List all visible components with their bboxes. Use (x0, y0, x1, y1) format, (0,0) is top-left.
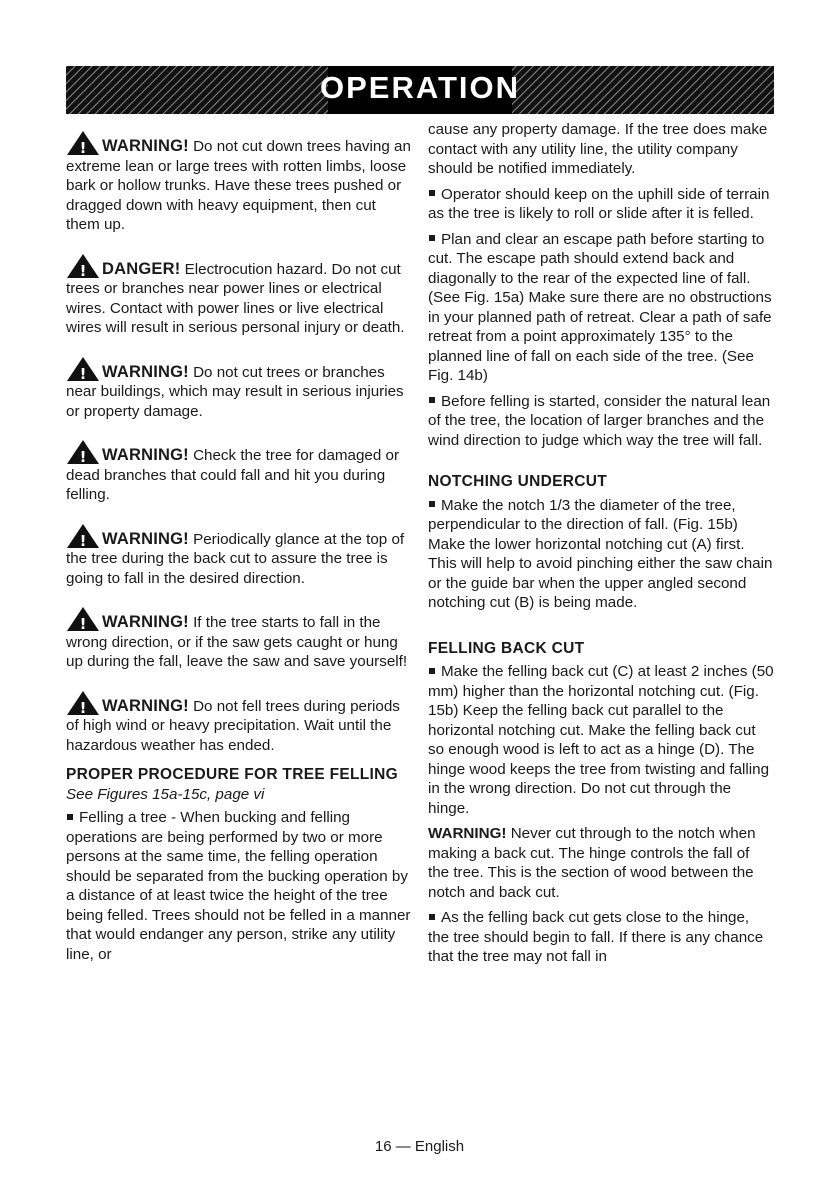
warning-block (66, 130, 411, 235)
svg-text:!: ! (79, 139, 87, 156)
warning-block (66, 439, 411, 505)
warning-block (66, 523, 411, 589)
bullet-text: Before felling is started, consider the natural lean of the tree, the location of larger branches and the wind direction to judge which way the tree will fall. (428, 392, 771, 449)
warning-text: Do not cut down trees having an extreme lean or large trees with rotten limbs, loose bark or hollow trunks. Have these trees pushed or dragged down with heavy equipment, then cut them up. (66, 138, 411, 233)
warning-label: WARNING! (428, 825, 507, 842)
svg-text:!: ! (79, 261, 87, 279)
section-heading-notching: NOTCHING UNDERCUT (428, 473, 608, 490)
warning-triangle-icon (66, 606, 100, 632)
left-column (66, 120, 411, 973)
bullet-text: Plan and clear an escape path before starting to cut. The escape path should extend back and diagonally to the rear of the expected line of fall. (See Fig. 15a) Make sure there are no obstructions in your planned path of retreat. Clear a path of safe retreat from a point approximately 135° to the planned line of fall on each side of the tree. (See Fig. 14b) (428, 230, 772, 384)
page-footer: 16 — English (374, 1138, 465, 1155)
bullet-item (428, 392, 774, 451)
bullet-item (428, 230, 774, 386)
warning-label: WARNING! (102, 613, 189, 631)
svg-text:!: ! (79, 364, 87, 382)
warning-triangle-icon (66, 523, 100, 549)
warning-triangle-icon (66, 690, 100, 716)
bullet-text: As the felling back cut gets close to the hinge, the tree should begin to fall. If there is any chance that the tree may not fall in (428, 909, 764, 965)
warning-triangle-icon (66, 253, 100, 279)
bullet-item (428, 496, 774, 613)
warning-block (66, 606, 411, 672)
bullet-icon (429, 397, 435, 403)
figure-reference: See Figures 15a-15c, page vi (66, 785, 265, 803)
bullet-item (428, 662, 774, 818)
warning-label: WARNING! (102, 696, 189, 715)
bullet-icon (429, 190, 435, 196)
svg-text:!: ! (79, 698, 87, 716)
danger-text: Electrocution hazard. Do not cut trees or branches near power lines or electrical wires. Contact with power lines or live electrical wires will result in serious personal injury or death. (66, 260, 405, 336)
svg-text:!: ! (79, 448, 87, 465)
bullet-icon (429, 235, 435, 241)
svg-text:!: ! (79, 531, 87, 549)
right-column (428, 120, 774, 976)
warning-triangle-icon (66, 356, 100, 382)
bullet-icon (429, 501, 435, 507)
danger-block (66, 253, 411, 338)
bullet-text: Felling a tree - When bucking and felling operations are being performed by two or more persons at the same time, the felling operation should be separated from the bucking operation by a distance of at least twice the height of the tree being felled. Trees should not be felled in a manner that would endanger any person, strike any utility line, or (66, 809, 411, 963)
svg-text:!: ! (79, 615, 87, 632)
bullet-item (428, 908, 774, 967)
warning-text: Check the tree for damaged or dead branches that could fall and hit you during felling. (66, 447, 400, 503)
bullet-item (428, 185, 774, 224)
warning-text: Never cut through to the notch when making a back cut. The hinge controls the fall of the tree. This is the section of wood between the notch and back cut. (428, 825, 756, 901)
bullet-icon (67, 814, 73, 820)
bullet-icon (429, 668, 435, 674)
warning-label: WARNING! (102, 446, 189, 464)
warning-text: Do not cut trees or branches near buildings, which may result in serious injuries or property damage. (66, 363, 404, 420)
warning-block (66, 690, 411, 756)
warning-label: WARNING! (102, 362, 189, 381)
section-header-banner (66, 66, 774, 114)
bullet-item (66, 808, 411, 964)
bullet-text: Operator should keep on the uphill side of terrain as the tree is likely to roll or slide after it is felled. (428, 185, 770, 222)
warning-text: Periodically glance at the top of the tree during the back cut to assure the tree is going to fall in the desired direction. (66, 530, 405, 587)
warning-triangle-icon (66, 439, 100, 465)
warning-triangle-icon (66, 130, 100, 156)
warning-block (66, 356, 411, 422)
warning-label: WARNING! (102, 529, 189, 548)
section-heading-felling-back-cut: FELLING BACK CUT (428, 639, 585, 657)
bullet-icon (429, 914, 435, 920)
section-heading-felling-procedure: PROPER PROCEDURE FOR TREE FELLING (66, 766, 398, 783)
bullet-text: Make the felling back cut (C) at least 2 inches (50 mm) higher than the horizontal notching cut. (Fig. 15b) Keep the felling back cut parallel to the horizontal notching cut. Make the felling back cut so enough wood is left to act as a hinge (D). The hinge wood keeps the tree from twisting and falling in the wrong direction. Do not cut through the hinge. (428, 663, 774, 817)
warning-label: WARNING! (102, 137, 189, 155)
danger-label: DANGER! (102, 259, 181, 278)
warning-text: Do not fell trees during periods of high wind or heavy precipitation. Wait until the hazardous weather has ended. (66, 697, 400, 754)
warning-text: If the tree starts to fall in the wrong direction, or if the saw gets caught or hung up during the fall, leave the saw and save yourself! (66, 614, 408, 670)
bullet-text: Make the notch 1/3 the diameter of the tree, perpendicular to the direction of fall. (Fig. 15b) Make the lower horizontal notching cut (A) first. This will help to avoid pinching either the saw chain or the guide bar when the upper angled second notching cut (B) is being made. (428, 496, 773, 611)
inline-warning (428, 824, 774, 902)
continuation-text: cause any property damage. If the tree does make contact with any utility line, the utility company should be notified immediately. (428, 121, 768, 177)
page-title: OPERATION (320, 70, 520, 105)
